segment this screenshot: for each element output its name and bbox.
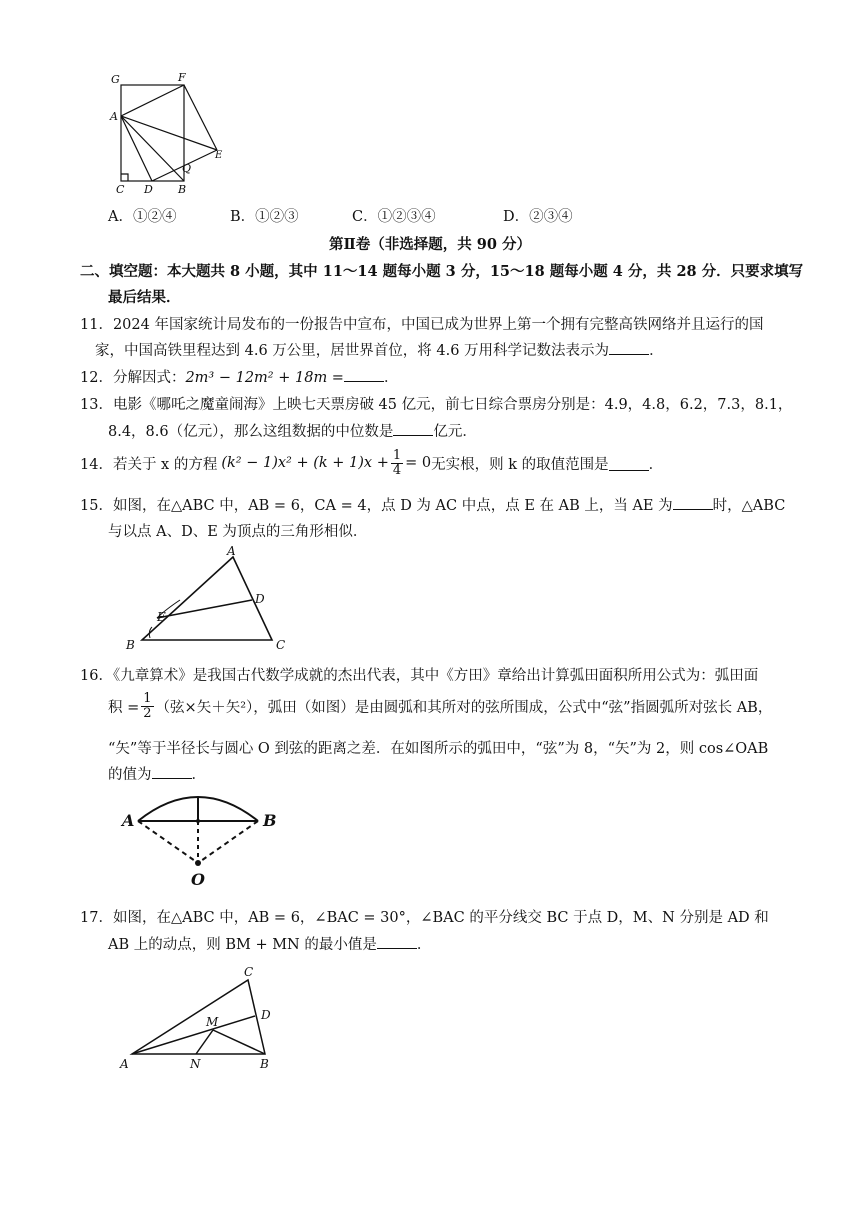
q15-label-E: E	[157, 610, 166, 624]
q13-answer-blank[interactable]	[393, 421, 433, 437]
q10-option-b[interactable]: B．①②③	[230, 209, 299, 225]
label-D: D	[144, 183, 153, 195]
q16-line4: 的值为 ．	[108, 763, 206, 784]
label-F: F	[178, 71, 186, 84]
label-B: B	[178, 183, 187, 195]
q11-line1: 11．2024 年国家统计局发布的一份报告中宣布，中国已成为世界上第一个拥有完整高铁网络并且运行的国	[80, 317, 764, 333]
q17-label-C: C	[244, 965, 254, 979]
q11-line2: 家，中国高铁里程达到 4.6 万公里，居世界首位，将 4.6 万用科学记数法表示为 ．	[95, 339, 664, 360]
q15-line2: 与以点 A、D、E 为顶点的三角形相似．	[108, 524, 368, 540]
label-E: E	[215, 150, 223, 161]
q15-label-D: D	[255, 592, 265, 606]
q16-label-B: B	[263, 811, 277, 830]
q14-fraction: $\frac{1}{4}$	[392, 447, 402, 478]
q16-fraction: $\frac{1}{2}$	[143, 690, 152, 721]
q17-answer-blank[interactable]	[377, 934, 417, 950]
q14-answer-blank[interactable]	[609, 455, 649, 471]
q16-answer-blank[interactable]	[152, 764, 192, 780]
section2-heading: 二、填空题：本大题共 8 小题，其中 11～14 题每小题 3 分，15～18 题每小题 4 分，共 28 分．只要求填写	[80, 263, 804, 280]
q10-option-c[interactable]: C．①②③④	[352, 209, 436, 225]
q15-label-B: B	[126, 638, 135, 652]
q12-answer-blank[interactable]	[344, 367, 384, 383]
q11-answer-blank[interactable]	[609, 340, 649, 356]
label-Q: Q	[182, 162, 192, 175]
q17-label-M: M	[206, 1015, 219, 1029]
q15-label-C: C	[276, 638, 286, 652]
q17-line1: 17．如图，在△ABC 中，AB = 6，∠BAC = 30°，∠BAC 的平分线交 BC 于点 D，M、N 分别是 AD 和	[80, 910, 769, 926]
section2-heading-cont: 最后结果．	[108, 289, 181, 306]
label-C: C	[116, 183, 125, 195]
q15-label-A: A	[227, 545, 236, 558]
q15-line1: 15．如图，在△ABC 中，AB = 6，CA = 4，点 D 为 AC 中点，点 E 在 AB 上，当 AE 为 时，△ABC	[80, 494, 785, 515]
q12: 12．分解因式：2m³ − 12m² + 18m = ．	[80, 366, 398, 387]
q17-line2: AB 上的动点，则 BM + MN 的最小值是 ．	[108, 933, 431, 954]
q13-line2: 8.4，8.6（亿元），那么这组数据的中位数是 亿元．	[108, 420, 477, 441]
q16-line2: 积 = $\frac{1}{2}$ （弦×矢＋矢²），弧田（如图）是由圆弧和其所对的弦所围成，公式中“弦”指圆弧所对弦长 AB，	[108, 690, 773, 721]
q13-line1: 13．电影《哪吒之魔童闹海》上映七天票房破 45 亿元，前七日综合票房分别是：4.9，4.8，6.2，7.3，8.1，	[80, 397, 793, 413]
q16-label-A: A	[122, 811, 135, 830]
q17-label-B: B	[260, 1057, 269, 1071]
q10-option-d[interactable]: D．②③④	[503, 209, 573, 225]
label-G: G	[111, 73, 120, 86]
q16-figure	[118, 785, 288, 890]
q17-label-N: N	[190, 1057, 201, 1071]
q15-answer-blank[interactable]	[673, 495, 713, 511]
q17-label-D: D	[261, 1008, 271, 1022]
q10-figure	[108, 70, 228, 195]
q15-figure	[120, 545, 300, 653]
q14: 14．若关于 x 的方程 (k² − 1)x² + (k + 1)x + $\frac{1}{4}$ = 0 无实根，则 k 的取值范围是 ．	[80, 447, 664, 478]
part2-title: 第Ⅱ卷（非选择题，共 90 分）	[329, 236, 531, 253]
q16-line3: “矢”等于半径长与圆心 O 到弦的距离之差．在如图所示的弧田中，“弦”为 8，“矢”为 2，则 cos∠OAB	[108, 741, 769, 757]
q16-label-O: O	[191, 870, 205, 889]
q17-label-A: A	[120, 1057, 129, 1071]
q10-option-a[interactable]: A．①②④	[108, 209, 177, 225]
q16-line1: 16．《九章算术》是我国古代数学成就的杰出代表，其中《方田》章给出计算弧田面积所用公式为：弧田面	[80, 668, 759, 684]
q17-figure	[118, 960, 293, 1075]
label-A: A	[110, 110, 118, 123]
